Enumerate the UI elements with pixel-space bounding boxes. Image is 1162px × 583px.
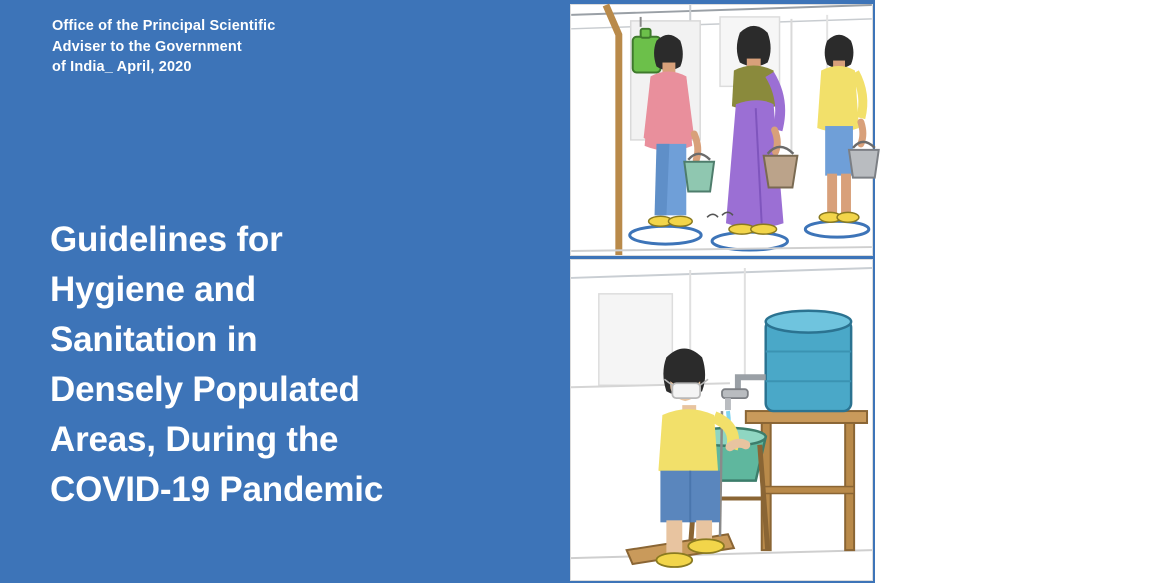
cover-left-panel	[0, 0, 565, 583]
title-line-6: COVID-19 Pandemic	[50, 470, 384, 510]
publisher-line-3: of India_ April, 2020	[52, 59, 192, 76]
queue-at-water-point-illustration	[570, 4, 873, 256]
cover-illustration-column	[565, 0, 1162, 583]
title-line-5: Areas, During the	[50, 420, 339, 460]
title-line-2: Hygiene and	[50, 270, 256, 310]
publisher-line-1: Office of the Principal Scientific	[52, 18, 276, 34]
handwashing-station-illustration	[570, 259, 873, 581]
publisher-line-2: Adviser to the Government	[52, 38, 242, 55]
title-line-4: Densely Populated	[50, 370, 360, 410]
title-line-1: Guidelines for	[50, 220, 283, 259]
hindi-caption-label: ालय	[1130, 258, 1162, 275]
page-title	[50, 215, 520, 515]
publisher-block	[52, 16, 382, 78]
title-line-3: Sanitation in	[50, 320, 258, 360]
